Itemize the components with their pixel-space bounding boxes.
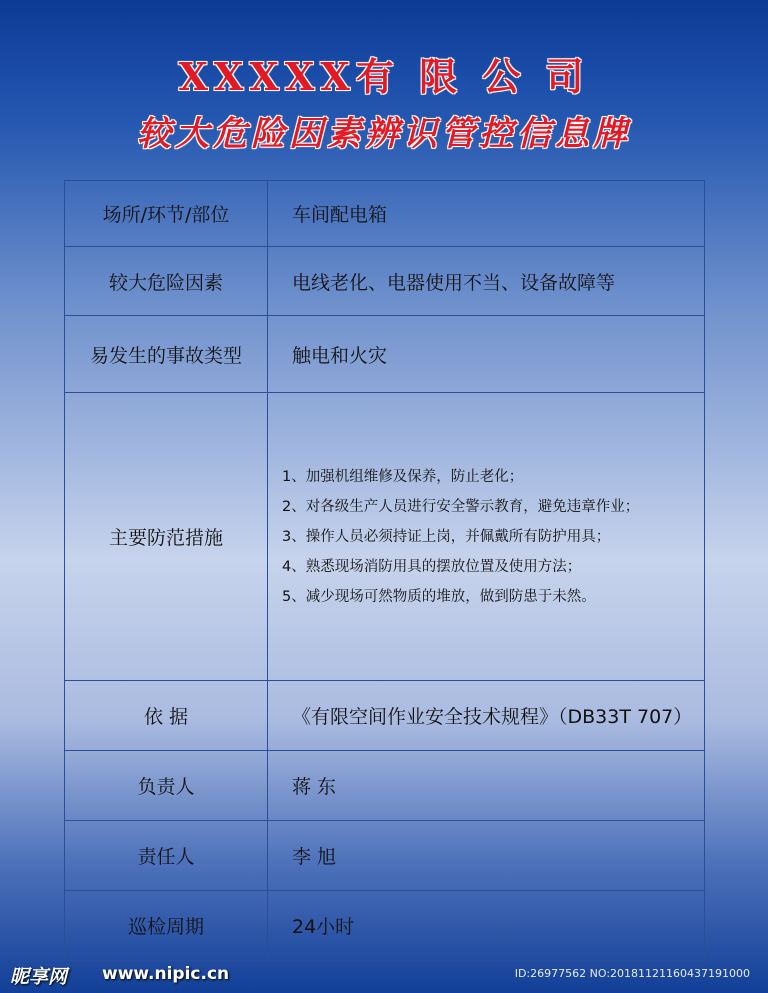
- list-item: 2、对各级生产人员进行安全警示教育，避免违章作业；: [282, 498, 640, 515]
- row-label: 较大危险因素: [65, 247, 268, 316]
- image-id-text: ID:26977562 NO:20181121160437191000: [514, 967, 750, 980]
- location-value: 车间配电箱: [268, 181, 705, 247]
- row-label: 依 据: [65, 681, 268, 751]
- row-label: 负责人: [65, 751, 268, 821]
- company-name: XXXXX有 限 公 司: [178, 54, 590, 99]
- table-row: [65, 393, 705, 681]
- measures-cell: [268, 393, 705, 681]
- watermark-logo: 昵享网: [10, 966, 68, 988]
- list-item: 4、熟悉现场消防用具的摆放位置及使用方法；: [282, 558, 582, 575]
- table-row: [65, 247, 705, 316]
- row-label: 场所/环节/部位: [65, 181, 268, 247]
- list-item: 1、加强机组维修及保养，防止老化；: [282, 468, 524, 485]
- row-label: 责任人: [65, 821, 268, 891]
- row-label: 主要防范措施: [65, 393, 268, 681]
- table-row: [65, 181, 705, 247]
- accident-type-value: 触电和火灾: [268, 316, 705, 393]
- hazard-value: 电线老化、电器使用不当、设备故障等: [268, 247, 705, 316]
- table-row: [65, 751, 705, 821]
- board-title: 较大危险因素辨识管控信息牌: [137, 114, 631, 154]
- inspection-cycle-value: 24小时: [268, 891, 705, 961]
- row-label: 巡检周期: [65, 891, 268, 961]
- list-item: 3、操作人员必须持证上岗，并佩戴所有防护用具；: [282, 528, 611, 545]
- table-row: [65, 891, 705, 961]
- row-label: 易发生的事故类型: [65, 316, 268, 393]
- info-table: [64, 180, 705, 961]
- measures-list: [282, 462, 703, 612]
- person-in-charge-value: 蒋 东: [268, 751, 705, 821]
- responsible-person-value: 李 旭: [268, 821, 705, 891]
- list-item: 5、减少现场可然物质的堆放，做到防患于未然。: [282, 588, 596, 605]
- table-row: [65, 821, 705, 891]
- basis-value: 《有限空间作业安全技术规程》（DB33T 707）: [268, 681, 705, 751]
- watermark-url: www.nipic.cn: [102, 964, 230, 984]
- table-row: [65, 681, 705, 751]
- table-row: [65, 316, 705, 393]
